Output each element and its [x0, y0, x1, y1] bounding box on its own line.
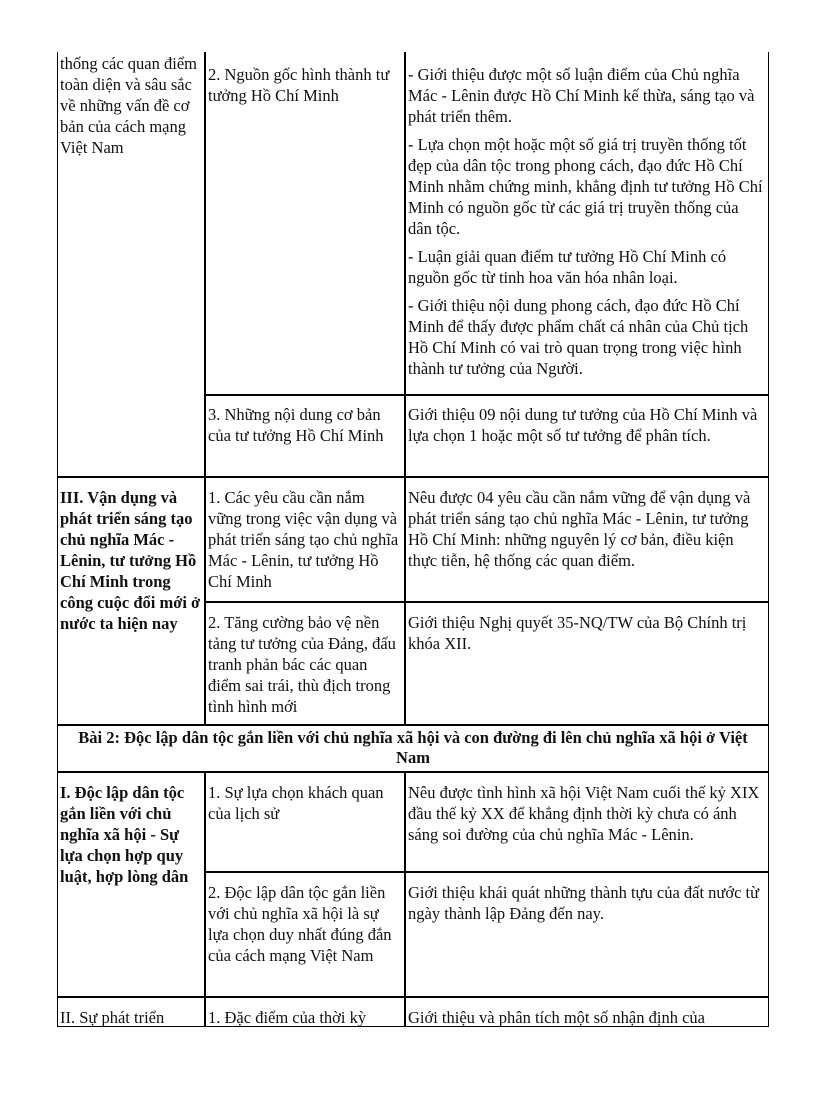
- cell-text: 2. Độc lập dân tộc gắn liền với chủ nghĩa xã hội là sự lựa chọn duy nhất đúng đắn của cách mạng Việt Nam: [208, 883, 392, 965]
- requirement-item: - Lựa chọn một hoặc một số giá trị truyền thống tốt đẹp của dân tộc trong phong cách, đạo đức Hồ Chí Minh nhằm chứng minh, khẳng định tư tưởng Hồ Chí Minh có nguồn gốc từ các giá trị truyền thống của dân tộc.: [408, 135, 763, 238]
- table-cell-topic-2-protection: [205, 602, 405, 725]
- table-cell-lesson2-section-i: [57, 772, 205, 997]
- table-cell-topic-3-contents: [205, 395, 405, 477]
- cell-text: 2. Nguồn gốc hình thành tư tưởng Hồ Chí Minh: [208, 65, 390, 105]
- requirement-item: - Giới thiệu được một số luận điểm của Chủ nghĩa Mác - Lênin được Hồ Chí Minh kế thừa, sáng tạo và phát triển thêm.: [408, 65, 755, 126]
- cell-text: 1. Sự lựa chọn khách quan của lịch sử: [208, 783, 384, 823]
- table-cell-topic-1-historical-choice: [205, 772, 405, 872]
- table-cell-topic-2-origins: [205, 52, 405, 395]
- cell-text: Giới thiệu 09 nội dung tư tưởng của Hồ Chí Minh và lựa chọn 1 hoặc một số tư tưởng để phân tích.: [408, 405, 758, 445]
- table-cell-section-i-continued: [57, 52, 205, 477]
- cell-text: 3. Những nội dung cơ bản của tư tưởng Hồ Chí Minh: [208, 405, 384, 445]
- table-cell-topic-1-requirements: [205, 477, 405, 602]
- table-cell-historical-choice-detail: [405, 772, 769, 872]
- table-cell-topic-1-period-features: [205, 997, 405, 1027]
- section-title: Bài 2: Độc lập dân tộc gắn liền với chủ nghĩa xã hội và con đường đi lên chủ nghĩa xã hội ở Việt Nam: [78, 728, 748, 767]
- table-cell-section-iii: [57, 477, 205, 725]
- table-cell-origins-requirements: [405, 52, 769, 395]
- cell-text: Giới thiệu và phân tích một số nhận định của: [408, 1008, 705, 1027]
- requirement-item: - Giới thiệu nội dung phong cách, đạo đức Hồ Chí Minh để thấy được phẩm chất cá nhân của Chủ tịch Hồ Chí Minh có vai trò quan trọng trong việc hình thành tư tưởng của Người.: [408, 296, 749, 378]
- table-cell-topic-2-independence: [205, 872, 405, 997]
- table-cell-lesson2-section-ii: [57, 997, 205, 1027]
- section-header-lesson-2: [57, 725, 769, 772]
- requirement-item: - Luận giải quan điểm tư tưởng Hồ Chí Minh có nguồn gốc từ tinh hoa văn hóa nhân loại.: [408, 247, 727, 287]
- cell-text: I. Độc lập dân tộc gắn liền với chủ nghĩa xã hội - Sự lựa chọn hợp quy luật, hợp lòng dân: [60, 783, 189, 886]
- cell-text: Nêu được tình hình xã hội Việt Nam cuối thế kỷ XIX đầu thế kỷ XX để khẳng định thời kỳ chưa có ánh sáng soi đường của chủ nghĩa Mác - Lênin.: [408, 783, 760, 844]
- cell-text: III. Vận dụng và phát triển sáng tạo chủ nghĩa Mác - Lênin, tư tưởng Hồ Chí Minh trong công cuộc đổi mới ở nước ta hiện nay: [60, 488, 201, 633]
- cell-text: 1. Đặc điểm của thời kỳ: [208, 1008, 367, 1027]
- cell-text: Nêu được 04 yêu cầu cần nắm vững để vận dụng và phát triển sáng tạo chủ nghĩa Mác - Lênin, tư tưởng Hồ Chí Minh: những nguyên lý cơ bản, điều kiện thực tiễn, hệ thống các quan điểm.: [408, 488, 751, 570]
- cell-text: Giới thiệu Nghị quyết 35-NQ/TW của Bộ Chính trị khóa XII.: [408, 613, 747, 653]
- cell-text: Giới thiệu khái quát những thành tựu của đất nước từ ngày thành lập Đảng đến nay.: [408, 883, 760, 923]
- table-cell-requirements-detail: [405, 477, 769, 602]
- table-cell-protection-detail: [405, 602, 769, 725]
- cell-text: II. Sự phát triển: [60, 1008, 165, 1027]
- table-cell-independence-detail: [405, 872, 769, 997]
- cell-text: 2. Tăng cường bảo vệ nền tảng tư tưởng của Đảng, đấu tranh phản bác các quan điểm sai trái, thù địch trong tình hình mới: [208, 613, 396, 716]
- table-cell-period-features-detail: [405, 997, 769, 1027]
- cell-text: 1. Các yêu cầu cần nắm vững trong việc vận dụng và phát triển sáng tạo chủ nghĩa Mác - Lênin, tư tưởng Hồ Chí Minh: [208, 488, 399, 591]
- table-cell-contents-requirements: [405, 395, 769, 477]
- cell-text: thống các quan điểm toàn diện và sâu sắc về những vấn đề cơ bản của cách mạng Việt Nam: [60, 54, 197, 157]
